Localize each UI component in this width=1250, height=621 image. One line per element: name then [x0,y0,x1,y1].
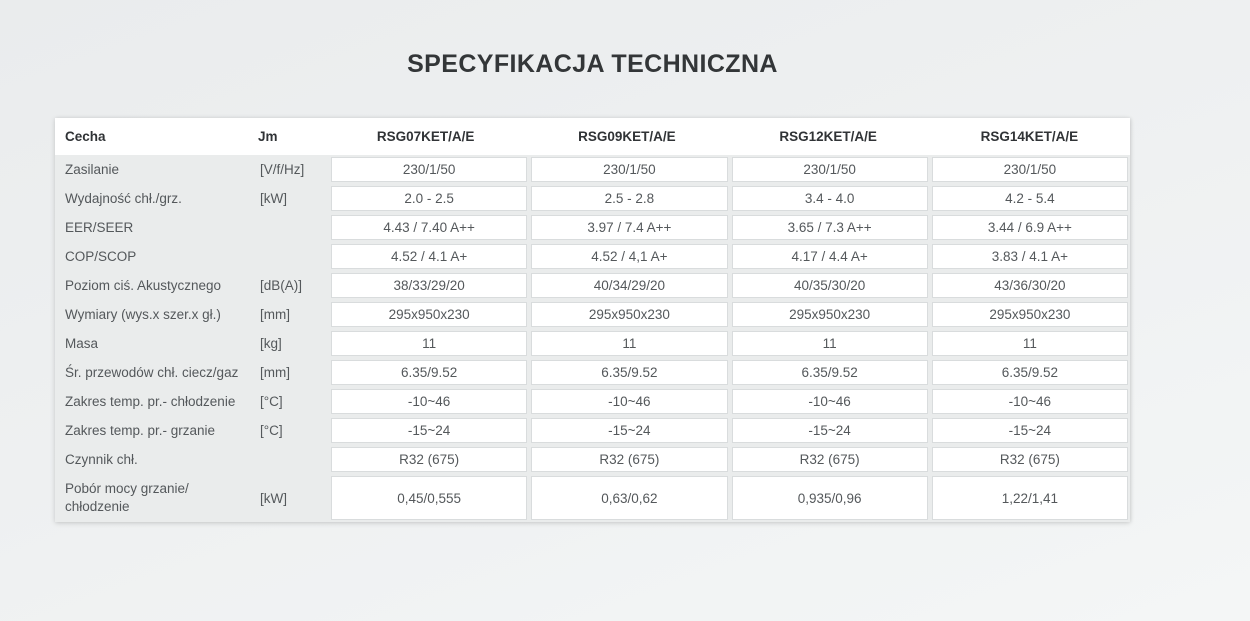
table-row [55,331,1128,356]
unit-cell [257,244,327,269]
spec-table [55,118,1130,522]
table-row [55,476,1128,520]
value-cell: 6.35/9.52 [732,360,928,385]
unit-cell [257,447,327,472]
value-cell: 11 [331,331,527,356]
table-row [55,447,1128,472]
value-cell: 3.44 / 6.9 A++ [932,215,1128,240]
value-cell: 11 [531,331,727,356]
value-cell: 4.43 / 7.40 A++ [331,215,527,240]
value-cell: 230/1/50 [531,157,727,182]
table-row [55,360,1128,385]
value-cell: 4.2 - 5.4 [932,186,1128,211]
value-cell: 230/1/50 [732,157,928,182]
unit-cell [257,215,327,240]
table-header-row [55,118,1130,155]
value-cell: 1,22/1,41 [932,476,1128,520]
value-cell: R32 (675) [531,447,727,472]
value-cell: 6.35/9.52 [331,360,527,385]
value-cell: 2.5 - 2.8 [531,186,727,211]
value-cell: 295x950x230 [932,302,1128,327]
feature-cell: Wydajność chł./grz. [65,190,182,206]
unit-cell: [mm] [260,307,290,322]
value-cell: 230/1/50 [932,157,1128,182]
feature-cell: COP/SCOP [65,248,137,264]
value-cell: 3.65 / 7.3 A++ [732,215,928,240]
unit-cell: [kW] [260,490,287,506]
value-cell: 230/1/50 [331,157,527,182]
value-cell: 6.35/9.52 [531,360,727,385]
feature-cell: Śr. przewodów chł. ciecz/gaz [65,364,239,380]
value-cell: 295x950x230 [331,302,527,327]
table-row [55,244,1128,269]
unit-cell: [V/f/Hz] [260,162,305,177]
value-cell: -15~24 [932,418,1128,443]
unit-cell: [°C] [260,394,283,409]
value-cell: -15~24 [732,418,928,443]
unit-cell: [°C] [260,423,283,438]
value-cell: -10~46 [932,389,1128,414]
column-header-cecha: Cecha [65,129,106,144]
page-content [55,0,1130,522]
value-cell: 0,45/0,555 [331,476,527,520]
column-header-model-1: RSG07KET/A/E [376,129,475,144]
table-row [55,302,1128,327]
table-body [55,155,1130,522]
value-cell: 4.52 / 4.1 A+ [331,244,527,269]
feature-cell: Czynnik chł. [65,451,138,467]
feature-cell: Pobór mocy grzanie/ chłodzenie [65,481,189,514]
value-cell: 4.17 / 4.4 A+ [732,244,928,269]
feature-cell: Zasilanie [65,161,120,177]
table-row [55,418,1128,443]
page-title: SPECYFIKACJA TECHNICZNA [407,50,778,78]
feature-cell: Zakres temp. pr.- chłodzenie [65,393,236,409]
column-header-model-2: RSG09KET/A/E [578,129,676,144]
table-row [55,186,1128,211]
value-cell: 0,63/0,62 [531,476,727,520]
value-cell: R32 (675) [331,447,527,472]
value-cell: 43/36/30/20 [932,273,1128,298]
value-cell: 295x950x230 [531,302,727,327]
value-cell: 11 [932,331,1128,356]
value-cell: 4.52 / 4,1 A+ [531,244,727,269]
value-cell: 295x950x230 [732,302,928,327]
feature-cell: EER/SEER [65,219,134,235]
value-cell: -10~46 [531,389,727,414]
value-cell: 38/33/29/20 [331,273,527,298]
unit-cell: [kg] [260,336,282,351]
feature-cell: Wymiary (wys.x szer.x gł.) [65,306,221,322]
value-cell: 3.4 - 4.0 [732,186,928,211]
table-row [55,273,1128,298]
feature-cell: Masa [65,335,99,351]
value-cell: 3.83 / 4.1 A+ [932,244,1128,269]
feature-cell: Zakres temp. pr.- grzanie [65,422,216,438]
value-cell: 2.0 - 2.5 [331,186,527,211]
value-cell: -15~24 [331,418,527,443]
value-cell: 6.35/9.52 [932,360,1128,385]
value-cell: -10~46 [331,389,527,414]
feature-cell: Poziom ciś. Akustycznego [65,277,222,293]
value-cell: 11 [732,331,928,356]
value-cell: R32 (675) [732,447,928,472]
table-row [55,157,1128,182]
column-header-jm: Jm [258,129,278,144]
value-cell: -10~46 [732,389,928,414]
table-row [55,215,1128,240]
column-header-model-3: RSG12KET/A/E [779,129,877,144]
value-cell: -15~24 [531,418,727,443]
value-cell: R32 (675) [932,447,1128,472]
table-row [55,389,1128,414]
unit-cell: [mm] [260,365,290,380]
unit-cell: [dB(A)] [260,278,303,293]
value-cell: 40/34/29/20 [531,273,727,298]
value-cell: 0,935/0,96 [732,476,928,520]
value-cell: 3.97 / 7.4 A++ [531,215,727,240]
value-cell: 40/35/30/20 [732,273,928,298]
column-header-model-4: RSG14KET/A/E [980,129,1079,144]
unit-cell: [kW] [260,191,287,206]
